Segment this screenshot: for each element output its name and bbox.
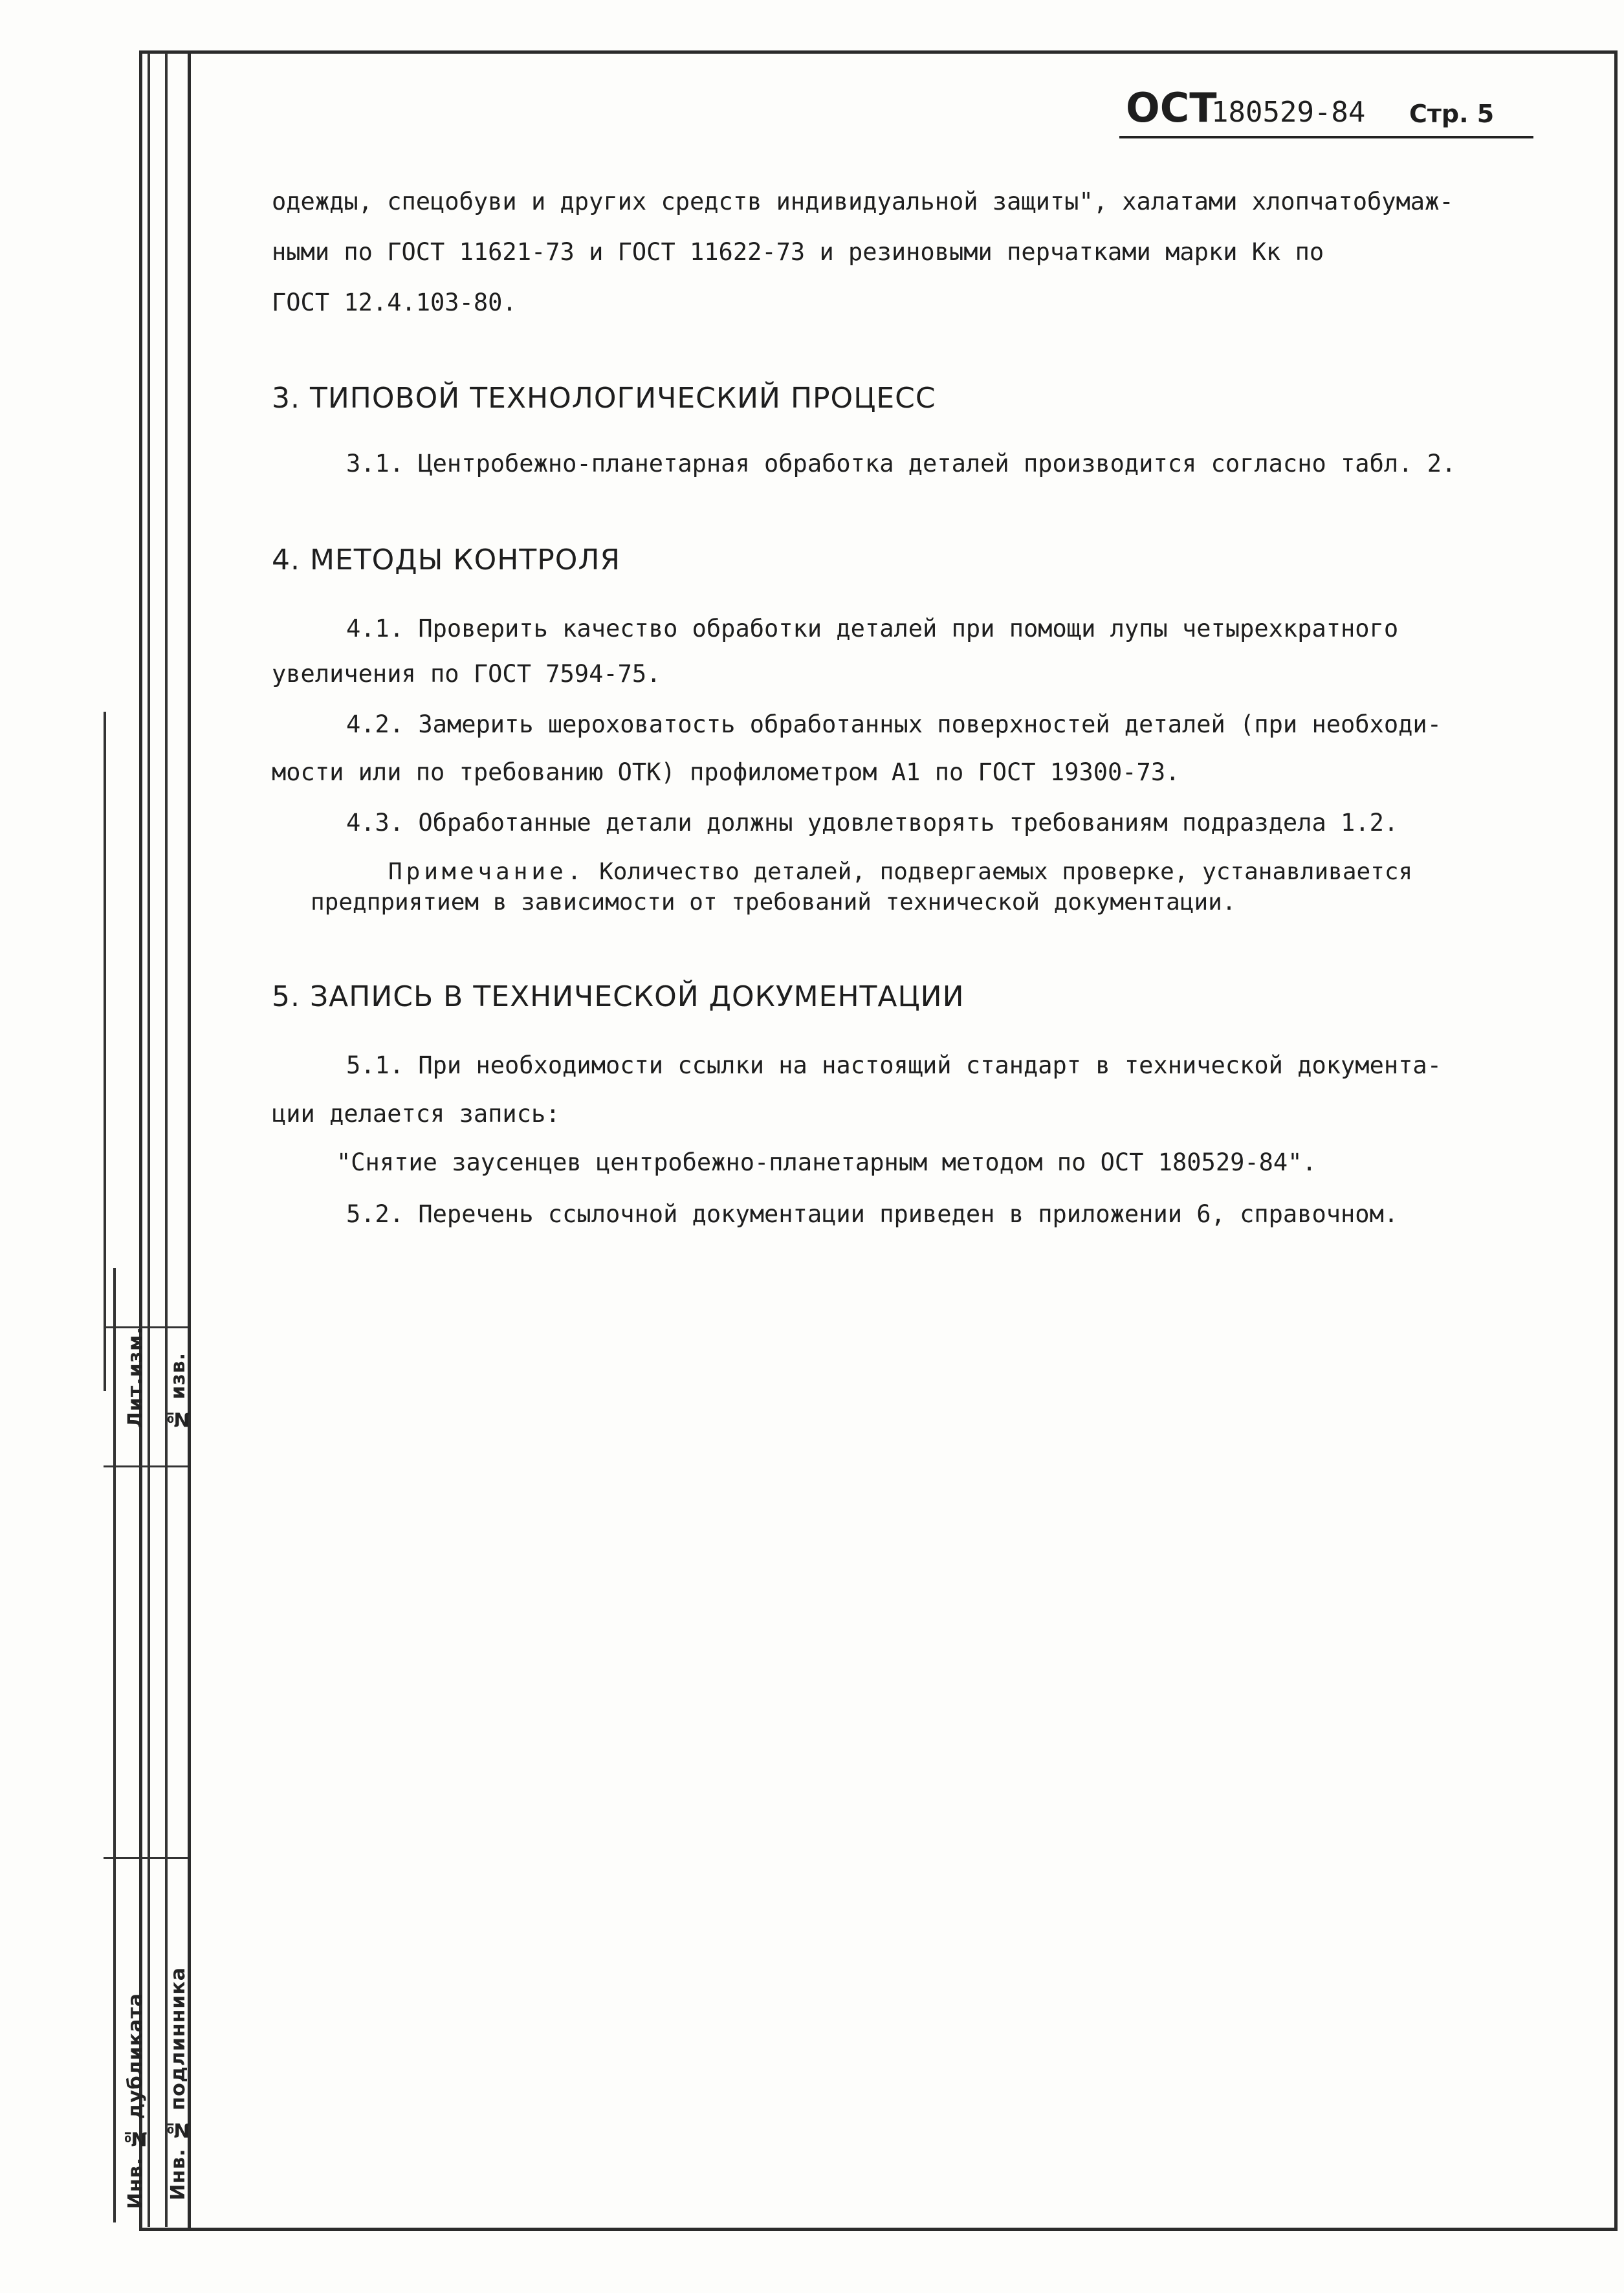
paragraph-3-1: 3.1. Центробежно-планетарная обработка деталей производится согласно табл. 2. [346,450,1456,477]
note-line-1 [388,859,1412,885]
paragraph-4-3: 4.3. Обработанные детали должны удовлетворять требованиям подраздела 1.2. [346,809,1399,837]
intro-line-2: ными по ГОСТ 11621-73 и ГОСТ 11622-73 и резиновыми перчатками марки Кк по [272,238,1324,266]
izv-label: № изв. [167,1352,190,1431]
paragraph-4-1-line-1: 4.1. Проверить качество обработки деталей при помощи лупы четырехкратного [346,615,1399,642]
section-5-heading: 5. ЗАПИСЬ В ТЕХНИЧЕСКОЙ ДОКУМЕНТАЦИИ [272,980,965,1013]
standard-code: ОСТ [1126,84,1217,131]
side-grid-line [113,1268,116,2222]
note-line-2: предприятием в зависимости от требований технической документации. [311,889,1236,916]
side-grid-line [104,712,106,1391]
inv-dup-label: Инв. № дубликата [124,1993,147,2210]
intro-line-3: ГОСТ 12.4.103-80. [272,289,517,316]
side-grid-hline [104,1465,188,1467]
section-4-heading: 4. МЕТОДЫ КОНТРОЛЯ [272,543,621,576]
paragraph-5-1-line-1: 5.1. При необходимости ссылки на настоящий стандарт в технической документа- [346,1051,1442,1079]
paragraph-5-1-line-2: ции делается запись: [272,1100,560,1128]
note-label: Примечание. [388,859,586,885]
paragraph-4-1-line-2: увеличения по ГОСТ 7594-75. [272,660,661,688]
paragraph-5-2: 5.2. Перечень ссылочной документации приведен в приложении 6, справочном. [346,1200,1399,1228]
section-3-heading: 3. ТИПОВОЙ ТЕХНОЛОГИЧЕСКИЙ ПРОЦЕСС [272,382,936,415]
side-grid-line [148,53,150,2227]
margin-divider [188,50,191,2228]
note-text-1: Количество деталей, подвергаемых проверке, устанавливается [599,859,1413,885]
inv-orig-label: Инв. № подлинника [167,1967,190,2200]
paragraph-5-1-line-3: "Снятие заусенцев центробежно-планетарным методом по ОСТ 180529-84". [336,1148,1317,1176]
intro-line-1: одежды, спецобуви и других средств индивидуальной защиты", халатами хлопчатобумаж- [272,188,1454,215]
side-grid-hline [104,1857,188,1859]
paragraph-4-2-line-1: 4.2. Замерить шероховатость обработанных поверхностей деталей (при необходи- [346,710,1442,738]
side-grid-line [165,53,168,2227]
page-frame [139,50,1618,2231]
lit-izm-label: Лит.изм. [124,1326,147,1429]
paragraph-4-2-line-2: мости или по требованию ОТК) профилометром А1 по ГОСТ 19300-73. [272,758,1180,786]
standard-number: 180529-84 [1211,96,1366,129]
page-number: Стр. 5 [1409,100,1495,128]
page-header [1119,84,1533,138]
